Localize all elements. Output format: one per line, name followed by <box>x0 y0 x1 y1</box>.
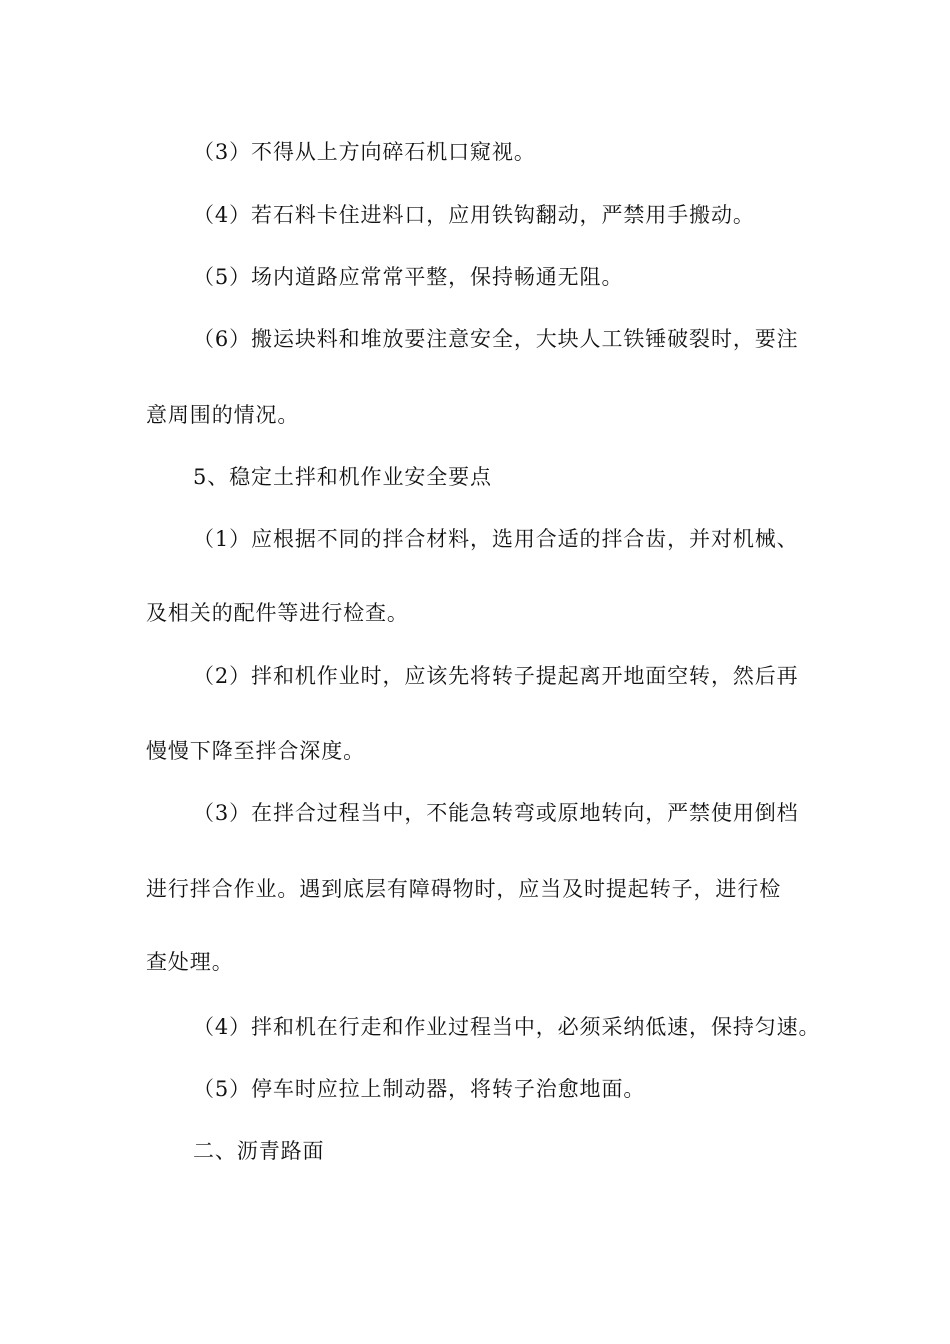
paragraph-sub-3-line-1: （3）在拌合过程当中，不能急转弯或原地转向，严禁使用倒档 <box>193 801 799 825</box>
paragraph-sub-2-line-2: 慢慢下降至拌合深度。 <box>146 739 365 763</box>
section-heading-5: 5、稳定土拌和机作业安全要点 <box>193 465 492 489</box>
paragraph-item-3-line-1: （3）不得从上方向碎石机口窥视。 <box>193 140 536 164</box>
paragraph-sub-3-line-3: 查处理。 <box>146 950 234 974</box>
paragraph-item-4-line-1: （4）若石料卡住进料口，应用铁钩翻动，严禁用手搬动。 <box>193 203 755 227</box>
paragraph-sub-5-line-1: （5）停车时应拉上制动器，将转子治愈地面。 <box>193 1077 646 1101</box>
paragraph-item-5-line-1: （5）场内道路应常常平整，保持畅通无阻。 <box>193 265 624 289</box>
section-heading-asphalt: 二、沥青路面 <box>193 1139 325 1163</box>
paragraph-sub-3-line-2: 进行拌合作业。遇到底层有障碍物时，应当及时提起转子，进行检 <box>146 877 782 901</box>
paragraph-sub-1-line-2: 及相关的配件等进行检查。 <box>146 601 409 625</box>
paragraph-sub-4-line-1: （4）拌和机在行走和作业过程当中，必须采纳低速，保持匀速。 <box>193 1015 821 1039</box>
paragraph-item-6-line-2: 意周围的情况。 <box>146 403 300 427</box>
paragraph-item-6-line-1: （6）搬运块料和堆放要注意安全，大块人工铁锤破裂时，要注 <box>193 327 799 351</box>
paragraph-sub-1-line-1: （1）应根据不同的拌合材料，选用合适的拌合齿，并对机械、 <box>193 527 799 551</box>
paragraph-sub-2-line-1: （2）拌和机作业时，应该先将转子提起离开地面空转，然后再 <box>193 664 799 688</box>
